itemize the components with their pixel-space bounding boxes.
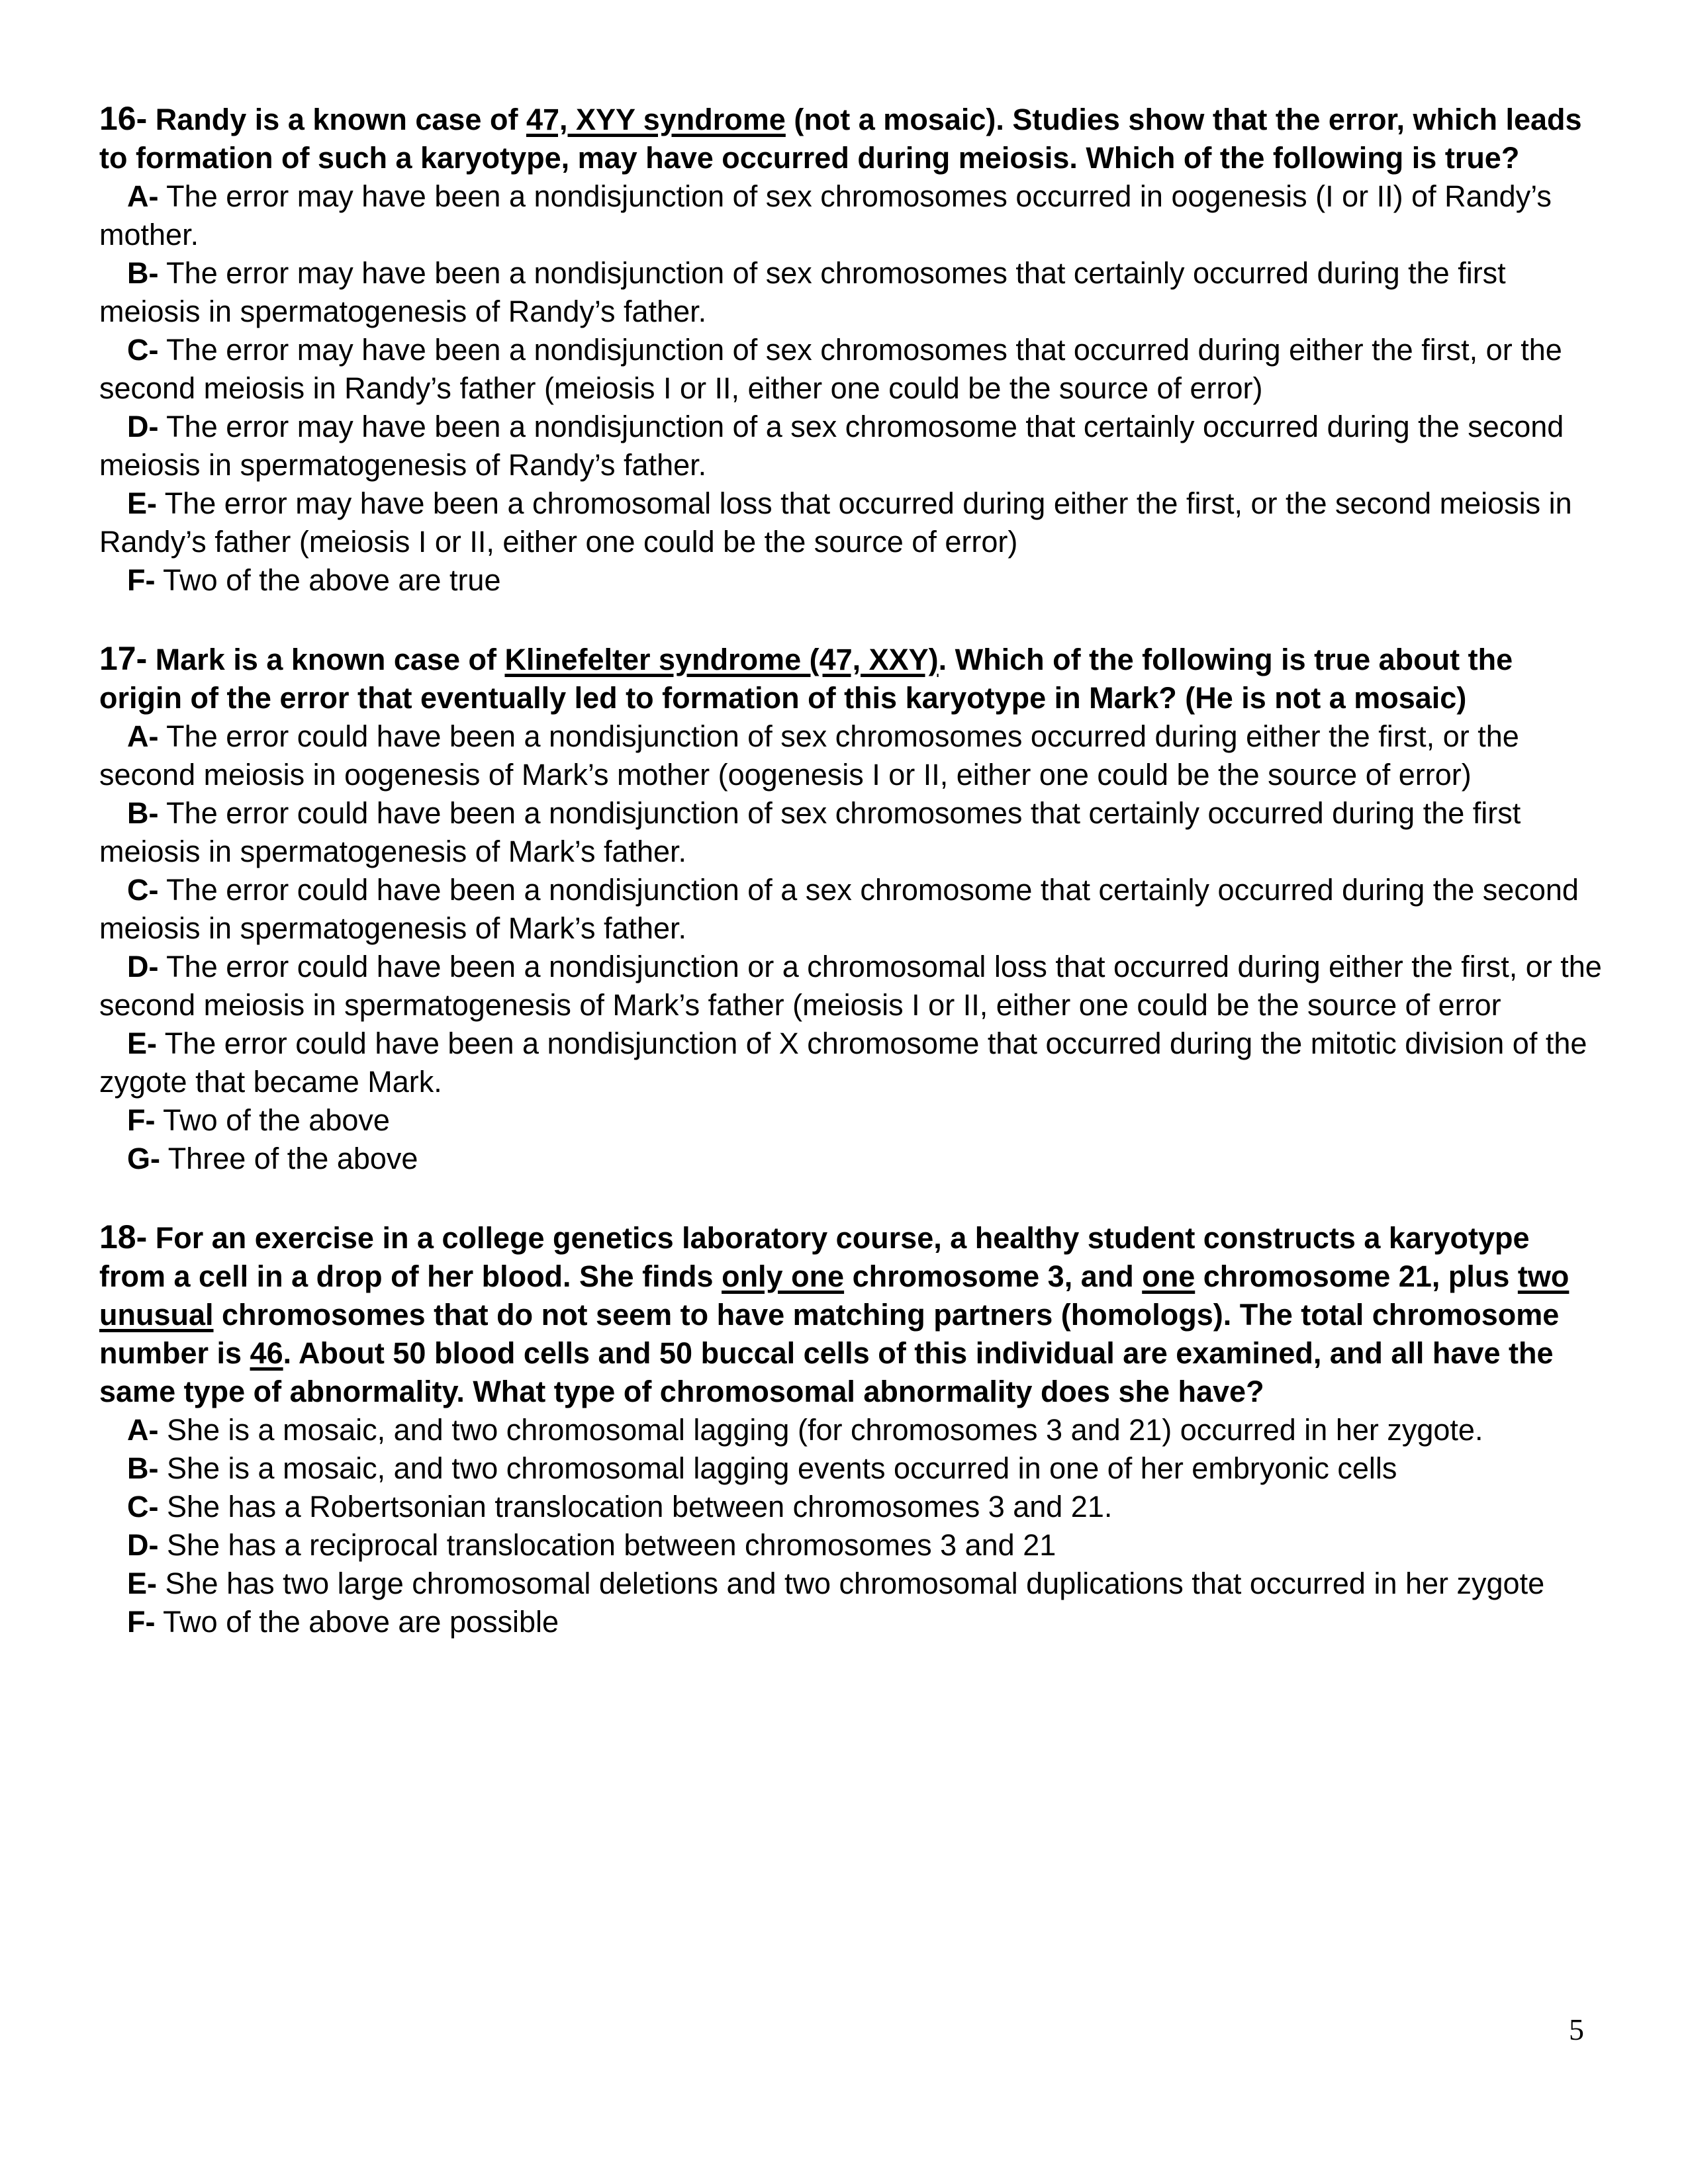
option-text: She has a reciprocal translocation between chromosomes 3 and 21 bbox=[158, 1528, 1056, 1562]
underlined-term: 46 bbox=[250, 1336, 283, 1370]
option-letter: G- bbox=[127, 1142, 160, 1175]
option-text: Two of the above are true bbox=[155, 563, 501, 597]
stem-text: . About 50 blood cells and 50 buccal cells of this individual are examined, and all have the same type of abnormality. What type of chromosomal abnormality does she have? bbox=[99, 1336, 1554, 1408]
stem-text: (not a mosaic). Studies show that the error, which leads to formation of such a karyotype, may have occurred during meiosis. Which of the following is true? bbox=[99, 103, 1582, 175]
option-letter: A- bbox=[127, 719, 159, 753]
underlined-term: two unusual bbox=[99, 1259, 1570, 1332]
document-page bbox=[99, 99, 1602, 1681]
stem-text: chromosomes that do not seem to have matching partners (homologs). The total chromosome number is bbox=[99, 1298, 1560, 1370]
stem-text: . Which of the following is true about the origin of the error that eventually led to formation of this karyotype in Mark? (He is not a mosaic) bbox=[99, 643, 1513, 715]
option-a bbox=[99, 1411, 1602, 1449]
option-text: Three of the above bbox=[160, 1142, 418, 1175]
question-number: 18- bbox=[99, 1218, 148, 1255]
option-d bbox=[99, 1526, 1602, 1565]
option-text: The error may have been a nondisjunction of sex chromosomes that certainly occurred during the first meiosis in spermatogenesis of Randy’s father. bbox=[99, 256, 1506, 328]
option-letter: B- bbox=[127, 796, 159, 830]
option-c bbox=[99, 871, 1602, 948]
option-letter: C- bbox=[127, 873, 159, 907]
option-a bbox=[99, 717, 1602, 794]
option-letter: D- bbox=[127, 410, 159, 443]
option-text: The error may have been a chromosomal loss that occurred during either the first, or the second meiosis in Randy’s father (meiosis I or II, either one could be the source of error) bbox=[99, 486, 1572, 559]
option-c bbox=[99, 331, 1602, 408]
option-letter: E- bbox=[127, 486, 157, 520]
option-letter: A- bbox=[127, 179, 159, 213]
option-b bbox=[99, 1449, 1602, 1488]
option-f bbox=[99, 561, 1602, 600]
option-d bbox=[99, 948, 1602, 1024]
option-text: She has a Robertsonian translocation between chromosomes 3 and 21. bbox=[158, 1490, 1113, 1524]
option-text: The error could have been a nondisjunction of sex chromosomes occurred during either the first, or the second meiosis in oogenesis of Mark’s mother (oogenesis I or II, either one could be the source of error) bbox=[99, 719, 1519, 792]
option-a bbox=[99, 177, 1602, 254]
option-text: The error could have been a nondisjunction of sex chromosomes that certainly occurred during the first meiosis in spermatogenesis of Mark’s father. bbox=[99, 796, 1521, 868]
underlined-term: Klinefelter syndrome (47, XXY) bbox=[504, 643, 939, 676]
option-text: Two of the above are possible bbox=[155, 1605, 559, 1639]
option-text: She is a mosaic, and two chromosomal lagging events occurred in one of her embryonic cells bbox=[158, 1451, 1397, 1485]
stem-text: For an exercise in a college genetics laboratory course, a healthy student constructs a karyotype from a cell in a drop of her blood. She finds bbox=[99, 1221, 1530, 1293]
option-letter: F- bbox=[127, 1103, 156, 1137]
question-number: 17- bbox=[99, 640, 148, 677]
option-b bbox=[99, 254, 1602, 331]
stem-text: chromosome 21, plus bbox=[1195, 1259, 1518, 1293]
option-f bbox=[99, 1101, 1602, 1140]
option-text: The error could have been a nondisjunction or a chromosomal loss that occurred during either the first, or the second meiosis in spermatogenesis of Mark’s father (meiosis I or II, either one could be the source of error bbox=[99, 950, 1602, 1022]
stem-text: Mark is a known case of bbox=[147, 643, 505, 676]
option-b bbox=[99, 794, 1602, 871]
option-letter: A- bbox=[127, 1413, 159, 1447]
option-letter: B- bbox=[127, 1451, 159, 1485]
option-letter: F- bbox=[127, 1605, 156, 1639]
question-number: 16- bbox=[99, 100, 148, 137]
option-text: The error may have been a nondisjunction of sex chromosomes that occurred during either the first, or the second meiosis in Randy’s father (meiosis I or II, either one could be the source of error) bbox=[99, 333, 1562, 405]
question-16 bbox=[99, 99, 1602, 600]
stem-text: Randy is a known case of bbox=[147, 103, 526, 136]
option-c bbox=[99, 1488, 1602, 1526]
option-letter: E- bbox=[127, 1026, 157, 1060]
option-letter: D- bbox=[127, 1528, 159, 1562]
option-e bbox=[99, 1565, 1602, 1603]
question-stem bbox=[99, 99, 1602, 177]
underlined-term: 47, XYY syndrome bbox=[526, 103, 786, 136]
question-18 bbox=[99, 1218, 1602, 1641]
option-letter: C- bbox=[127, 1490, 159, 1524]
option-text: The error could have been a nondisjunction of a sex chromosome that certainly occurred during the second meiosis in spermatogenesis of Mark’s father. bbox=[99, 873, 1579, 945]
option-letter: B- bbox=[127, 256, 159, 290]
question-stem bbox=[99, 1218, 1602, 1411]
option-e bbox=[99, 484, 1602, 561]
stem-text: chromosome 3, and bbox=[844, 1259, 1143, 1293]
option-letter: F- bbox=[127, 563, 156, 597]
option-g bbox=[99, 1140, 1602, 1178]
option-d bbox=[99, 408, 1602, 484]
option-text: She is a mosaic, and two chromosomal lagging (for chromosomes 3 and 21) occurred in her zygote. bbox=[158, 1413, 1483, 1447]
option-text: The error could have been a nondisjunction of X chromosome that occurred during the mitotic division of the zygote that became Mark. bbox=[99, 1026, 1587, 1099]
option-text: Two of the above bbox=[155, 1103, 390, 1137]
option-text: The error may have been a nondisjunction of a sex chromosome that certainly occurred during the second meiosis in spermatogenesis of Randy’s father. bbox=[99, 410, 1564, 482]
option-text: The error may have been a nondisjunction of sex chromosomes occurred in oogenesis (I or II) of Randy’s mother. bbox=[99, 179, 1552, 251]
option-letter: E- bbox=[127, 1567, 157, 1600]
question-stem bbox=[99, 639, 1602, 717]
option-letter: D- bbox=[127, 950, 159, 983]
page-number: 5 bbox=[1569, 2013, 1584, 2046]
question-17 bbox=[99, 639, 1602, 1178]
option-e bbox=[99, 1024, 1602, 1101]
underlined-term: only one bbox=[722, 1259, 845, 1293]
underlined-term: one bbox=[1142, 1259, 1196, 1293]
option-text: She has two large chromosomal deletions and two chromosomal duplications that occurred in her zygote bbox=[157, 1567, 1545, 1600]
option-letter: C- bbox=[127, 333, 159, 367]
option-f bbox=[99, 1603, 1602, 1641]
